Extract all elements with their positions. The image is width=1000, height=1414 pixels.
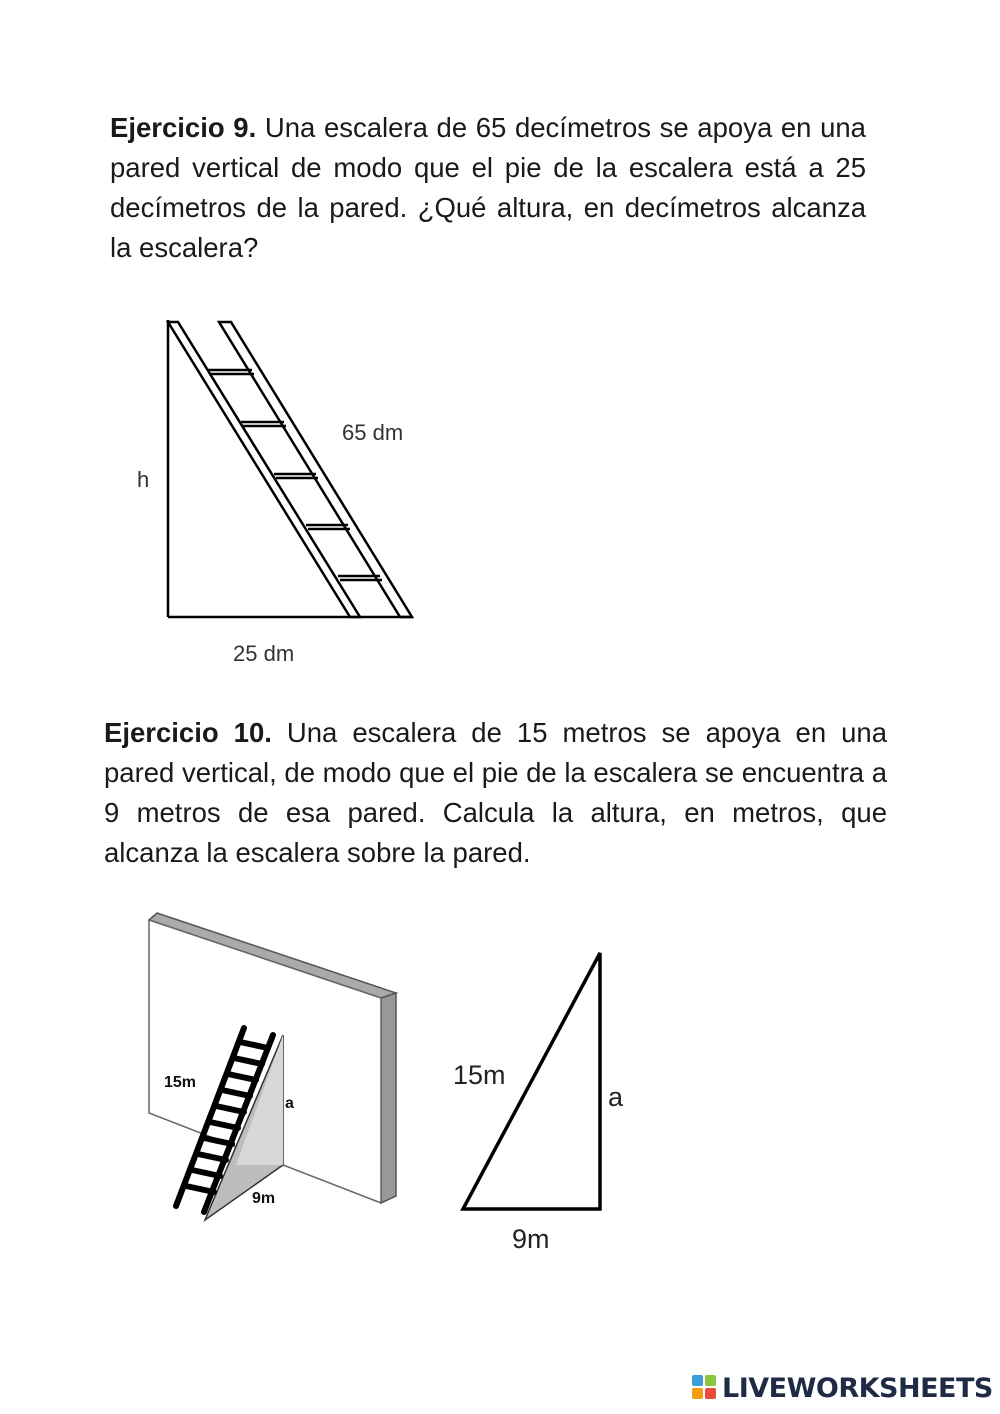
exercise-9-title: Ejercicio 9. [110,112,257,143]
label-ladder-65dm: 65 dm [342,420,404,445]
exercise-10-title: Ejercicio 10. [104,717,272,748]
label-height-h: h [137,467,150,492]
liveworksheets-logo-icon [692,1375,718,1401]
liveworksheets-watermark [692,1368,993,1408]
wall-label-base-9m: 9m [252,1190,276,1207]
wall-label-ladder-15m: 15m [164,1074,197,1091]
liveworksheets-brand: LIVEWORKSHEETS [722,1372,993,1404]
label-base-25dm: 25 dm [233,641,295,666]
triangle-label-hypotenuse-15m: 15m [453,1060,506,1090]
wall-label-height-a: a [285,1095,294,1112]
exercise-9-text: Una escalera de 65 decímetros se apoya en una pared vertical de modo que el pie de la escalera está a 25 decímetros de la pared. ¿Qué altura, en decímetros alcanza la escalera? [110,112,866,263]
triangle-label-height-a: a [608,1082,624,1112]
exercise-10-text: Una escalera de 15 metros se apoya en una pared vertical, de modo que el pie de la escalera se encuentra a 9 metros de esa pared. Calcula la altura, en metros, que alcanza la escalera sobre la pared. [104,717,888,868]
triangle-label-base-9m: 9m [512,1224,550,1254]
